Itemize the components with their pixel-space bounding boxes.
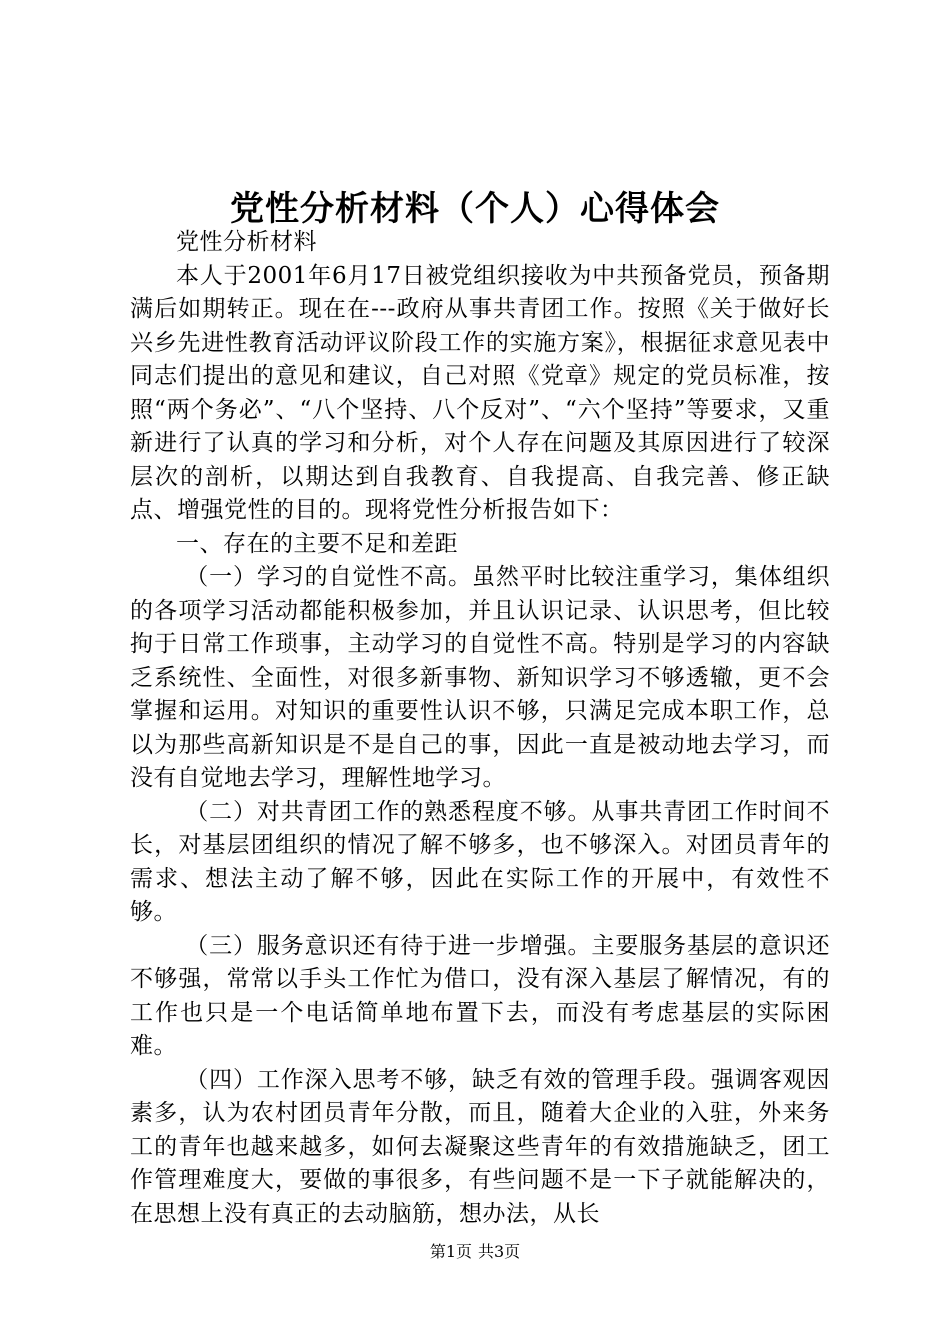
document-body (130, 226, 830, 1231)
section-heading: 一、存在的主要不足和差距 (176, 530, 458, 557)
page-footer (0, 1240, 950, 1264)
paragraph-point-4: （四）工作深入思考不够，缺乏有效的管理手段。强调客观因素多，认为农村团员青年分散，而且，随着大企业的入驻，外来务工的青年也越来越多，如何去凝聚这些青年的有效措施缺乏，团工作管理难度大，要做的事很多，有些问题不是一下子就能解决的，在思想上没有真正的去动脑筋，想办法，从长 (130, 1066, 830, 1227)
paragraph-intro: 本人于2001年6月17日被党组织接收为中共预备党员，预备期满后如期转正。现在在---政府从事共青团工作。按照《关于做好长兴乡先进性教育活动评议阶段工作的实施方案》，根据征求意见表中同志们提出的意见和建议，自己对照《党章》规定的党员标准，按照“两个务必”、“八个坚持、八个反对”、“六个坚持”等要求，又重新进行了认真的学习和分析，对个人存在问题及其原因进行了较深层次的剖析，以期达到自我教育、自我提高、自我完善、修正缺点、增强党性的目的。现将党性分析报告如下： (130, 262, 830, 523)
page-number: 第1页 (429, 1242, 472, 1261)
paragraph-point-3: （三）服务意识还有待于进一步增强。主要服务基层的意识还不够强，常常以手头工作忙为借口，没有深入基层了解情况，有的工作也只是一个电话简单地布置下去，而没有考虑基层的实际困难。 (130, 932, 830, 1059)
paragraph-point-2: （二）对共青团工作的熟悉程度不够。从事共青团工作时间不长，对基层团组织的情况了解不够多，也不够深入。对团员青年的需求、想法主动了解不够，因此在实际工作的开展中，有效性不够。 (130, 798, 830, 925)
document-title: 党性分析材料（个人）心得体会 (230, 189, 720, 229)
paragraph-point-1: （一）学习的自觉性不高。虽然平时比较注重学习，集体组织的各项学习活动都能积极参加，并且认识记录、认识思考，但比较拘于日常工作琐事，主动学习的自觉性不高。特别是学习的内容缺乏系统性、全面性，对很多新事物、新知识学习不够透辙，更不会掌握和运用。对知识的重要性认识不够，只满足完成本职工作，总以为那些高新知识是不是自己的事，因此一直是被动地去学习，而没有自觉地去学习，理解性地学习。 (130, 564, 830, 791)
page-total: 共3页 (478, 1242, 521, 1261)
paragraph-heading: 党性分析材料 (176, 229, 317, 255)
